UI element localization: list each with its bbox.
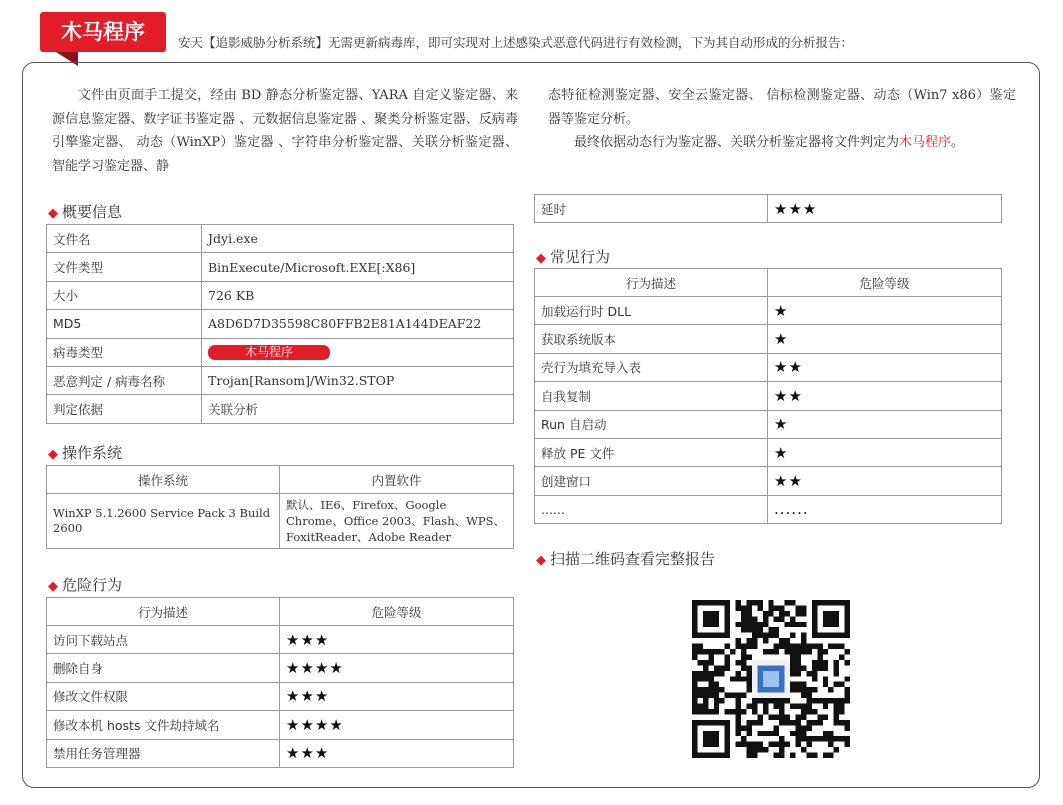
os-software-cell: 默认、IE6、Firefox、Google Chrome、Office 2003、Flash、WPS、FoxitReader、Adobe Reader xyxy=(280,494,514,549)
virus-type-badge: 木马程序 xyxy=(208,345,330,360)
behavior-desc: 释放 PE 文件 xyxy=(535,438,768,466)
behavior-row xyxy=(47,654,514,682)
overview-label: 文件类型 xyxy=(47,253,202,281)
common-header-level: 危险等级 xyxy=(768,269,1002,297)
overview-title: ◆ 概要信息 xyxy=(48,203,123,221)
danger-header-desc: 行为描述 xyxy=(47,598,280,626)
description-right-2: 最终依据动态行为鉴定器、关联分析鉴定器将文件判定为木马程序。 xyxy=(574,135,965,150)
overview-row xyxy=(47,225,514,253)
overview-row xyxy=(47,338,514,366)
behavior-level: ★★ xyxy=(768,382,1002,410)
description-right-1: 态特征检测鉴定器、安全云鉴定器、 信标检测鉴定器、动态（Win7 x86）鉴定器等鉴定分析。 xyxy=(548,88,1016,127)
overview-value: 关联分析 xyxy=(202,395,514,423)
behavior-row xyxy=(535,438,1002,466)
diamond-icon: ◆ xyxy=(48,579,58,594)
os-table xyxy=(46,465,514,549)
overview-row xyxy=(47,310,514,338)
overview-label: 恶意判定 / 病毒名称 xyxy=(47,366,202,394)
overview-value xyxy=(202,338,514,366)
behavior-level: ★★★ xyxy=(280,626,514,654)
behavior-desc: 加载运行时 DLL xyxy=(535,297,768,325)
overview-row xyxy=(47,281,514,309)
delay-table xyxy=(534,194,1002,223)
overview-value: A8D6D7D35598C80FFB2E81A144DEAF22 xyxy=(202,310,514,338)
behavior-desc: ...... xyxy=(535,495,768,523)
os-header-software: 内置软件 xyxy=(280,466,514,494)
behavior-level: ★★★ xyxy=(280,682,514,710)
os-system-cell: WinXP 5.1.2600 Service Pack 3 Build 2600 xyxy=(47,494,280,549)
behavior-level: ★★ xyxy=(768,467,1002,495)
behavior-level: ★ xyxy=(768,410,1002,438)
behavior-desc: 自我复制 xyxy=(535,382,768,410)
behavior-row xyxy=(47,626,514,654)
behavior-row xyxy=(47,711,514,739)
diamond-icon: ◆ xyxy=(48,447,58,462)
behavior-desc: 修改本机 hosts 文件劫持域名 xyxy=(47,711,280,739)
behavior-desc: 创建窗口 xyxy=(535,467,768,495)
overview-label: 判定依据 xyxy=(47,395,202,423)
common-title: ◆ 常见行为 xyxy=(536,248,611,266)
os-header-system: 操作系统 xyxy=(47,466,280,494)
overview-value: 726 KB xyxy=(202,281,514,309)
overview-label: 大小 xyxy=(47,281,202,309)
overview-row xyxy=(47,395,514,423)
overview-table xyxy=(46,224,514,424)
behavior-row xyxy=(535,297,1002,325)
behavior-row xyxy=(47,682,514,710)
overview-value: Jdyi.exe xyxy=(202,225,514,253)
common-header-desc: 行为描述 xyxy=(535,269,768,297)
overview-label: 病毒类型 xyxy=(47,338,202,366)
behavior-desc: 删除自身 xyxy=(47,654,280,682)
behavior-row xyxy=(535,382,1002,410)
delay-desc: 延时 xyxy=(535,195,768,223)
behavior-level: ...... xyxy=(768,495,1002,523)
behavior-level: ★★★★ xyxy=(280,711,514,739)
diamond-icon: ◆ xyxy=(48,206,58,221)
description-left: 文件由页面手工提交，经由 BD 静态分析鉴定器、YARA 自定义鉴定器、来源信息鉴定器、数字证书鉴定器 、元数据信息鉴定器 、聚类分析鉴定器、反病毒引擎鉴定器、 动态（WinXP）鉴定器 、字符串分析鉴定器、关联分析鉴定器、智能学习鉴定器、静 xyxy=(52,88,518,174)
behavior-desc: Run 自启动 xyxy=(535,410,768,438)
overview-row xyxy=(47,253,514,281)
overview-label: MD5 xyxy=(47,310,202,338)
danger-title: ◆ 危险行为 xyxy=(48,576,123,594)
behavior-desc: 获取系统版本 xyxy=(535,325,768,353)
behavior-desc: 禁用任务管理器 xyxy=(47,739,280,767)
behavior-desc: 修改文件权限 xyxy=(47,682,280,710)
qr-code-image[interactable] xyxy=(692,600,850,758)
behavior-row xyxy=(535,467,1002,495)
behavior-desc: 访问下载站点 xyxy=(47,626,280,654)
danger-table xyxy=(46,597,514,768)
delay-level: ★★★ xyxy=(768,195,1002,223)
overview-label: 文件名 xyxy=(47,225,202,253)
common-table xyxy=(534,268,1002,524)
behavior-level: ★ xyxy=(768,297,1002,325)
diamond-icon: ◆ xyxy=(536,553,546,568)
danger-header-level: 危险等级 xyxy=(280,598,514,626)
description-right xyxy=(548,84,1016,155)
behavior-row xyxy=(535,495,1002,523)
behavior-row xyxy=(535,353,1002,381)
behavior-level: ★★★ xyxy=(280,739,514,767)
os-title: ◆ 操作系统 xyxy=(48,444,123,462)
behavior-level: ★★★★ xyxy=(280,654,514,682)
overview-row xyxy=(47,366,514,394)
overview-value: BinExecute/Microsoft.EXE[:X86] xyxy=(202,253,514,281)
qr-title: ◆ 扫描二维码查看完整报告 xyxy=(536,550,716,568)
behavior-row xyxy=(535,325,1002,353)
behavior-row xyxy=(535,410,1002,438)
intro-text: 安天【追影威胁分析系统】无需更新病毒库，即可实现对上述感染式恶意代码进行有效检测，下为其自动形成的分析报告： xyxy=(178,35,854,50)
overview-value: Trojan[Ransom]/Win32.STOP xyxy=(202,366,514,394)
diamond-icon: ◆ xyxy=(536,251,546,266)
behavior-row xyxy=(47,739,514,767)
category-tag: 木马程序 xyxy=(40,12,166,52)
behavior-level: ★ xyxy=(768,438,1002,466)
behavior-desc: 壳行为填充导入表 xyxy=(535,353,768,381)
behavior-level: ★★ xyxy=(768,353,1002,381)
behavior-level: ★ xyxy=(768,325,1002,353)
